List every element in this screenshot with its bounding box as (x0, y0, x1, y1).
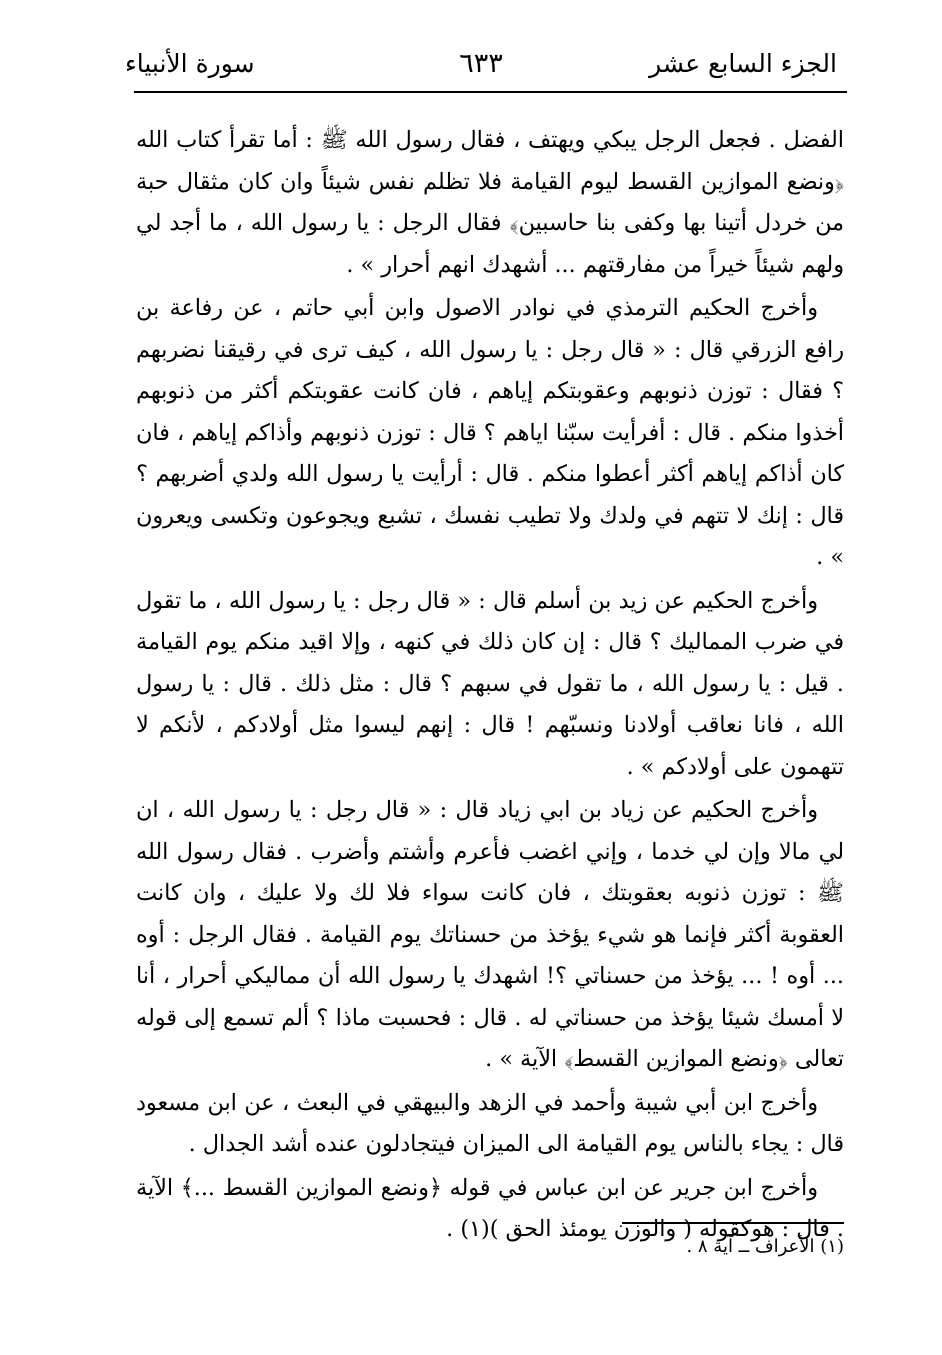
footnote: (١) الأعراف ــ آية ٨ . (686, 1236, 844, 1257)
main-text (136, 120, 844, 1253)
paragraph: الفضل . فجعل الرجل يبكي ويهتف ، فقال رسول الله ﷺ : أما تقرأ كتاب الله ﴿ونضع الموازين القسط ليوم القيامة فلا تظلم نفس شيئاً وان كان مثقال حبة من خردل أتينا بها وكفى بنا حاسبين﴾ فقال الرجل : يا رسول الله ، ما أجد لي ولهم شيئاً خيراً من مفارقتهم ... أشهدك انهم أحرار » . (136, 127, 844, 278)
juz-label: الجزء السابع عشر (649, 48, 837, 78)
header-rule (134, 91, 847, 93)
surah-label: سورة الأنبياء (125, 48, 255, 78)
running-header (125, 38, 837, 88)
page-number: ٦٣٣ (459, 47, 503, 79)
paragraph: وأخرج ابن أبي شيبة وأحمد في الزهد والبيهقي في البعث ، عن ابن مسعود قال : يجاء بالناس يوم القيامة الى الميزان فيتجادلون عنده أشد الجدال . (136, 1089, 844, 1157)
paragraph: وأخرج الحكيم الترمذي في نوادر الاصول وابن أبي حاتم ، عن رفاعة بن رافع الزرقي قال : « قال رجل : يا رسول الله ، كيف ترى في رقيقنا نضربهم ؟ فقال : توزن ذنوبهم وعقوبتكم إياهم ، فان كانت عقوبتكم أكثر من ذنوبهم أخذوا منكم . قال : أفرأيت سبّنا اياهم ؟ قال : توزن ذنوبهم وأذاكم إياهم ، فان كان أذاكم إياهم أكثر أعطوا منكم . قال : أرأيت يا رسول الله ولدي أضربهم ؟ قال : إنك لا تتهم في ولدك ولا تطيب نفسك ، تشبع ويجوعون وتكسى ويعرون » . (136, 295, 844, 570)
paragraph: وأخرج الحكيم عن زياد بن ابي زياد قال : « قال رجل : يا رسول الله ، ان لي مالا وإن لي خدما ، وإني اغضب فأعرم وأشتم وأضرب . فقال رسول الله ﷺ : توزن ذنوبه بعقوبتك ، فان كانت سواء فلا لك ولا عليك ، وان كانت العقوبة أكثر فإنما هو شيء يؤخذ من حسناتك يوم القيامة . فقال الرجل : أوه ... أوه ! ... يؤخذ من حسناتي ؟! اشهدك يا رسول الله أن مماليكي أحرار ، أنا لا أمسك شيئا يؤخذ من حسناتي له . قال : فحسبت ماذا ؟ ألم تسمع إلى قوله تعالى ﴿ونضع الموازين القسط﴾ الآية » . (136, 797, 844, 1072)
footnote-rule (622, 1222, 844, 1224)
paragraph: وأخرج الحكيم عن زيد بن أسلم قال : « قال رجل : يا رسول الله ، ما تقول في ضرب المماليك ؟ قال : إن كان ذلك في كنهه ، وإلا اقيد منكم يوم القيامة . قيل : يا رسول الله ، ما تقول في سبهم ؟ قال : مثل ذلك . قال : يا رسول الله ، فانا نعاقب أولادنا ونسبّهم ! قال : إنهم ليسوا مثل أولادكم ، لأنكم لا تتهمون على أولادكم » . (136, 587, 844, 780)
paragraph: وأخرج ابن جرير عن ابن عباس في قوله ﴿ونضع الموازين القسط ...﴾ الآية . قال : هوكقوله ( والوزن يومئذ الحق )(١) . (136, 1174, 844, 1242)
